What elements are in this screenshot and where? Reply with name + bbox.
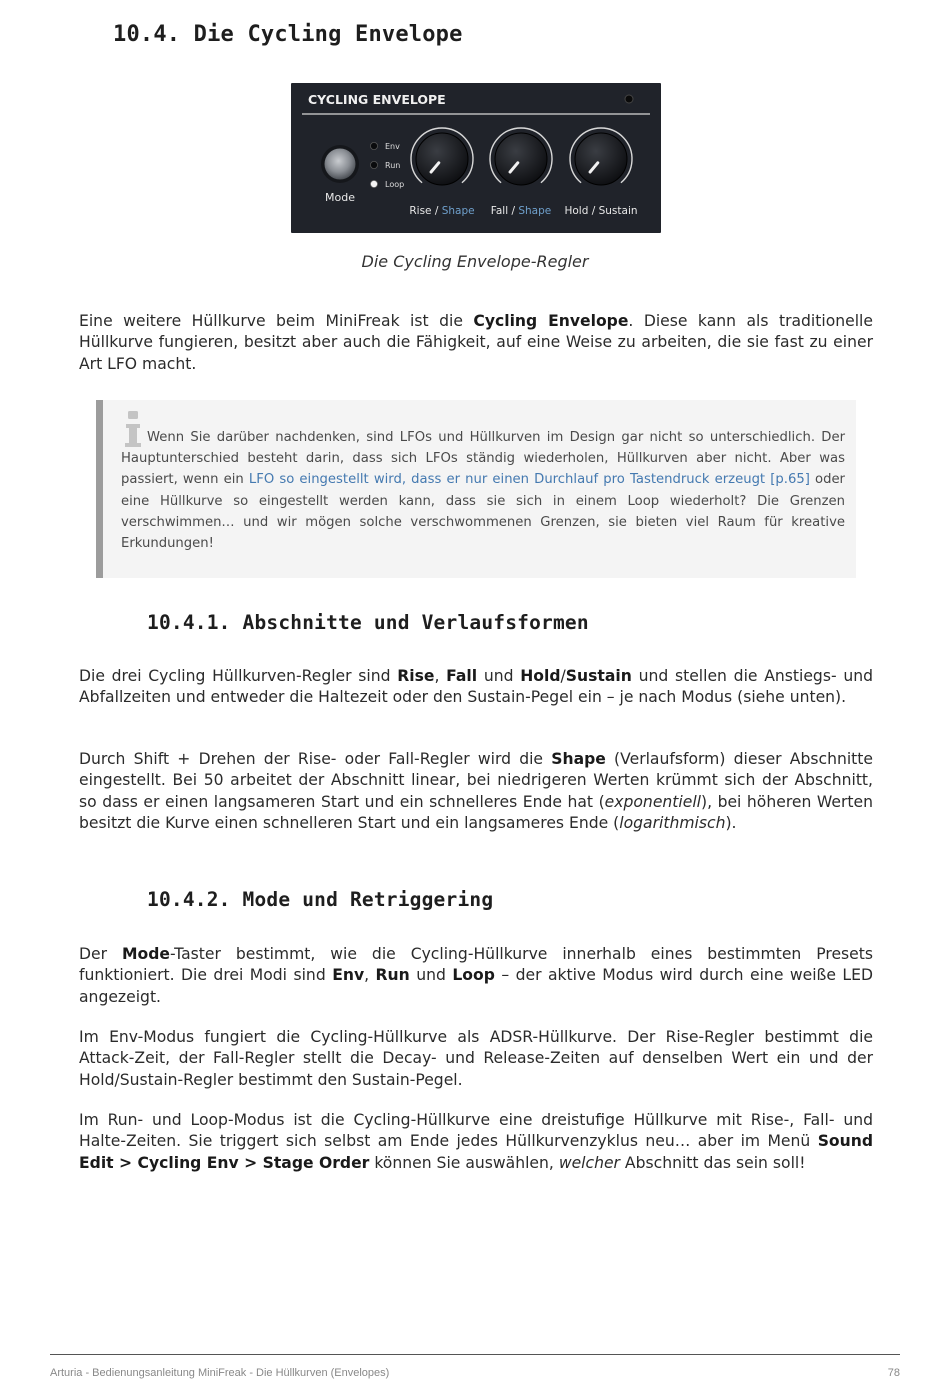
section2-paragraph-2: Im Env-Modus fungiert die Cycling-Hüllkurve als ADSR-Hüllkurve. Der Rise-Regler bestimmt die Attack-Zeit, der Fall-Regler stellt die Decay- und Release-Zeiten auf denselben Wert ein und der Hold/Sustain-Regler bestimmt den Sustain-Pegel. [79,1028,873,1089]
figure-caption: Die Cycling Envelope-Regler [361,252,589,271]
section-heading-2: 10.4.2. Mode und Retriggering [147,888,494,911]
knob-label-fall: Fall / Shape [490,205,552,217]
knob-fall [495,133,547,185]
cycling-envelope-panel-image [291,83,661,233]
footer-divider [50,1354,900,1355]
knob-label-rise: Rise / Shape [409,205,475,217]
section2-paragraph-3: Im Run- und Loop-Modus ist die Cycling-Hüllkurve eine dreistufige Hüllkurve mit Rise-, Fall- und Halte-Zeiten. Sie triggert sich selbst am Ende jedes Hüllkurvenzyklus neu… aber im Menü Sound Edit > Cycling Env > Stage Order können Sie auswählen, welcher Abschnitt das sein soll! [79,1111,873,1172]
panel-status-led [625,95,633,103]
mode-led-run [370,161,377,168]
mode-led-label-loop: Loop [385,180,405,189]
mode-led-loop [370,180,377,187]
section-heading-1: 10.4.1. Abschnitte und Verlaufsformen [147,611,589,634]
section2-paragraph-1: Der Mode-Taster bestimmt, wie die Cycling-Hüllkurve innerhalb eines bestimmten Presets funktioniert. Die drei Modi sind Env, Run und Loop – der aktive Modus wird durch eine weiße LED angezeigt. [79,945,873,1006]
footer-title: Arturia - Bedienungsanleitung MiniFreak - Die Hüllkurven (Envelopes) [50,1367,390,1379]
mode-led-label-run: Run [385,161,401,170]
mode-led-env [370,142,377,149]
page-number: 78 [887,1367,900,1379]
note-text: Wenn Sie darüber nachdenken, sind LFOs und Hüllkurven im Design gar nicht so unterschiedlich. Der Hauptunterschied besteht darin, dass sich LFOs ständig wiederholen, Hüllkurven aber nicht. Aber was passiert, wenn ein LFO so eingestellt wird, dass er nur einen Durchlauf pro Tastendruck erzeugt [p.65] oder eine Hüllkurve so eingestellt werden kann, dass sie sich in einem Loop wiederholt? Die Grenzen verschwimmen… und wir mögen solche verschwommenen Grenzen, sie bieten viel Raum für kreative Erkundungen! [121,430,845,552]
cycling-envelope-panel-drawing [291,83,661,233]
knob-label-hold-sustain: Hold / Sustain [564,205,638,217]
panel-title: CYCLING ENVELOPE [308,92,446,107]
section1-paragraph-2: Durch Shift + Drehen der Rise- oder Fall-Regler wird die Shape (Verlaufsform) dieser Abschnitte eingestellt. Bei 50 arbeitet der Abschnitt linear, bei niedrigeren Werten krümmt sich der Abschnitt, so dass er einen langsameren Start und ein schnelleres Ende hat (exponentiell), bei höheren Werten besitzt die Kurve einen schnelleren Start und ein langsameres Ende (logarithmisch). [79,750,873,832]
page-heading: 10.4. Die Cycling Envelope [113,22,463,47]
lfo-link[interactable]: LFO so eingestellt wird, dass er nur einen Durchlauf pro Tastendruck erzeugt [p.65] [248,472,810,488]
knob-rise [416,133,468,185]
info-note-box [96,400,856,578]
intro-paragraph: Eine weitere Hüllkurve beim MiniFreak ist die Cycling Envelope. Diese kann als traditionelle Hüllkurve fungieren, besitzt aber auch die Fähigkeit, auf eine Weise zu arbeiten, die sie fast zu einer Art LFO macht. [79,312,873,373]
knob-hold-sustain [575,133,627,185]
mode-led-label-env: Env [385,142,400,151]
mode-button [325,149,356,180]
section1-paragraph-1: Die drei Cycling Hüllkurven-Regler sind Rise, Fall und Hold/Sustain und stellen die Anstiegs- und Abfallzeiten und entweder die Haltezeit oder den Sustain-Pegel ein – je nach Modus (siehe unten). [79,667,873,707]
mode-label: Mode [325,191,355,204]
